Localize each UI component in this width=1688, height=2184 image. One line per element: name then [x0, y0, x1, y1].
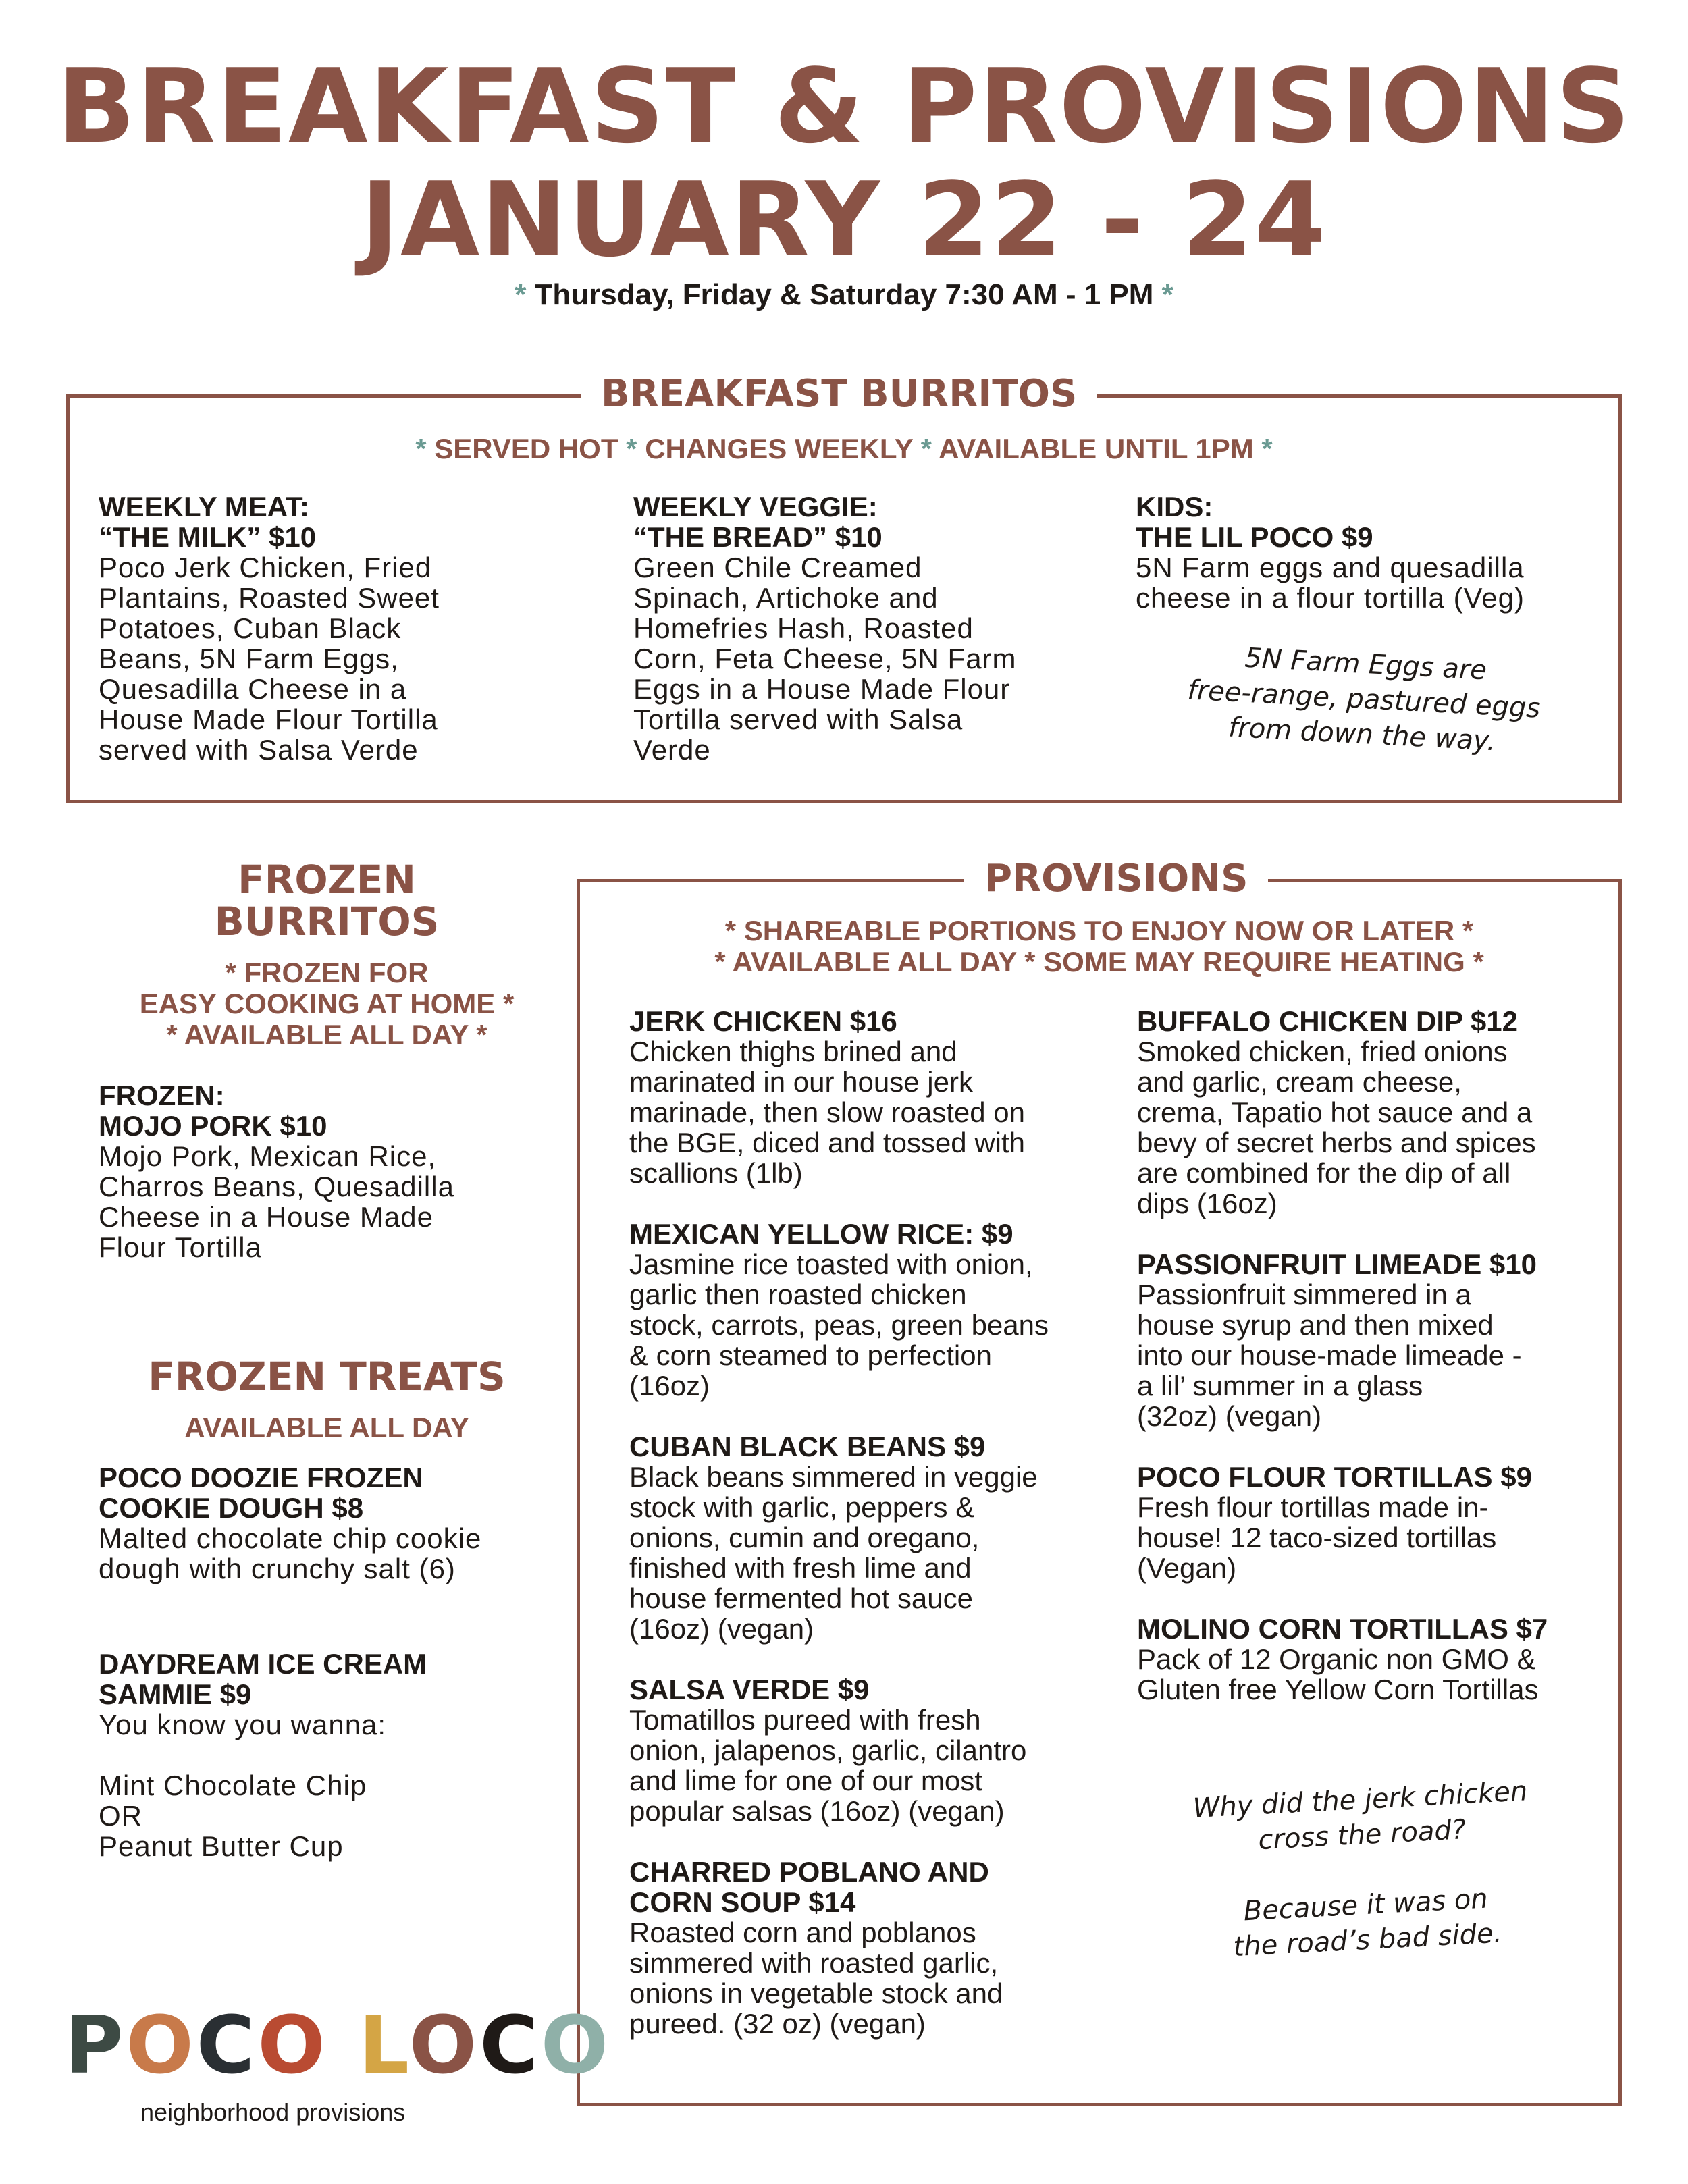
item-desc-line: simmered with roasted garlic, — [629, 1947, 999, 1979]
star-icon: * — [515, 278, 527, 311]
item-desc-line: Black beans simmered in veggie — [629, 1461, 1038, 1493]
text-line: Flour Tortilla — [99, 1231, 262, 1263]
item-desc-line: into our house-made limeade - — [1137, 1339, 1522, 1371]
text-line: 5N Farm eggs and quesadilla — [1136, 552, 1525, 583]
item-heading: WEEKLY MEAT: — [99, 491, 309, 523]
item-heading: CHARRED POBLANO AND — [629, 1856, 989, 1888]
item-desc-line: onions, cumin and oregano, — [629, 1522, 980, 1553]
logo-letter — [328, 1998, 359, 2092]
item-desc-line: (16oz) — [629, 1370, 710, 1402]
text-line: cheese in a flour tortilla (Veg) — [1136, 582, 1525, 614]
item-desc-line: scallions (1lb) — [629, 1157, 803, 1189]
item-desc-line: a lil’ summer in a glass — [1137, 1370, 1423, 1402]
item-desc — [99, 1141, 571, 1262]
menu-item — [629, 1219, 1122, 1401]
text-line: OR — [99, 1800, 142, 1832]
item-desc-line: Fresh flour tortillas made in- — [1137, 1491, 1489, 1523]
item-desc-line: onion, jalapenos, garlic, cilantro — [629, 1734, 1027, 1766]
frozen-treats-subtitle: AVAILABLE ALL DAY — [184, 1412, 469, 1443]
text-line: Eggs in a House Made Flour — [633, 673, 1011, 705]
text-line: Mojo Pork, Mexican Rice, — [99, 1140, 437, 1172]
item-desc-line: (32oz) (vegan) — [1137, 1400, 1322, 1432]
treat-ice-cream-sammie — [99, 1649, 585, 1861]
text-line: COOKIE DOUGH $8 — [99, 1492, 364, 1524]
item-desc-line: are combined for the dip of all — [1137, 1157, 1511, 1189]
hours-text: Thursday, Friday & Saturday 7:30 AM - 1 PM — [534, 278, 1154, 311]
provisions-subtitle: * SHAREABLE PORTIONS TO ENJOY NOW OR LATER * * AVAILABLE ALL DAY * SOME MAY REQUIRE HEATING * — [714, 915, 1484, 978]
provisions-title: PROVISIONS — [964, 860, 1268, 898]
item-desc-line: & corn steamed to perfection — [629, 1339, 992, 1371]
eggs-note — [1145, 635, 1582, 763]
menu-item — [1137, 1006, 1603, 1219]
text-line: BURRITOS — [214, 899, 440, 944]
text-line: FROZEN — [238, 857, 416, 903]
text-line: Quesadilla Cheese in a — [99, 673, 407, 705]
item-desc-line: pureed. (32 oz) (vegan) — [629, 2008, 926, 2040]
item-heading: MOJO PORK $10 — [99, 1110, 327, 1142]
text-line: from down the way. — [1228, 712, 1497, 757]
logo-letter: C — [479, 1998, 541, 2092]
item-desc — [99, 552, 598, 765]
item-desc-line: and lime for one of our most — [629, 1765, 982, 1796]
burrito-meat — [99, 491, 598, 765]
frozen-mojo-pork — [99, 1080, 571, 1262]
text-line: Corn, Feta Cheese, 5N Farm — [633, 643, 1017, 674]
logo-letter: C — [196, 1998, 258, 2092]
logo-letter: L — [358, 1998, 409, 2092]
text-line: Plantains, Roasted Sweet — [99, 582, 440, 614]
logo-letter: P — [65, 1998, 126, 2092]
text-line: Poco Jerk Chicken, Fried — [99, 552, 432, 583]
hours-line — [0, 278, 1688, 312]
item-heading: THE LIL POCO $9 — [1136, 521, 1373, 553]
item-desc-line: stock with garlic, peppers & — [629, 1491, 975, 1523]
logo-letter: O — [540, 1998, 612, 2092]
item-heading: POCO FLOUR TORTILLAS $9 — [1137, 1461, 1532, 1493]
item-desc — [99, 1709, 585, 1861]
item-desc-line: finished with fresh lime and — [629, 1552, 972, 1584]
item-desc-line: Roasted corn and poblanos — [629, 1917, 976, 1948]
menu-item — [1137, 1249, 1603, 1431]
menu-item — [1137, 1462, 1603, 1583]
text-line: Spinach, Artichoke and — [633, 582, 939, 614]
logo-letter: O — [126, 1998, 196, 2092]
item-heading: MEXICAN YELLOW RICE: $9 — [629, 1218, 1013, 1250]
item-heading: SALSA VERDE $9 — [629, 1674, 870, 1705]
text-line: Cheese in a House Made — [99, 1201, 433, 1233]
text-line: Mint Chocolate Chip — [99, 1769, 367, 1801]
poco-loco-logo — [65, 1998, 612, 2092]
item-desc-line: Passionfruit simmered in a — [1137, 1279, 1471, 1310]
page-title-line2: JANUARY 22 - 24 — [361, 160, 1327, 279]
item-heading: WEEKLY VEGGIE: — [633, 491, 878, 523]
item-desc-line: popular salsas (16oz) (vegan) — [629, 1795, 1005, 1827]
item-heading: BUFFALO CHICKEN DIP $12 — [1137, 1005, 1518, 1037]
logo-letter: O — [408, 1998, 480, 2092]
text-line: Tortilla served with Salsa — [633, 703, 964, 735]
item-desc-line: house! 12 taco-sized tortillas — [1137, 1522, 1497, 1553]
text-line: Peanut Butter Cup — [99, 1830, 344, 1862]
item-desc-line: bevy of secret herbs and spices — [1137, 1127, 1536, 1158]
item-desc-line: garlic then roasted chicken — [629, 1279, 967, 1310]
text-line: 5N Farm Eggs are — [1244, 642, 1488, 687]
item-heading: FROZEN: — [99, 1080, 225, 1111]
item-heading: MOLINO CORN TORTILLAS $7 — [1137, 1613, 1548, 1645]
burrito-kids — [1136, 491, 1608, 613]
menu-item — [629, 1857, 1122, 2039]
text-line: free-range, pastured eggs — [1186, 674, 1541, 724]
treat-cookie-dough — [99, 1462, 585, 1584]
provisions-right-column — [1137, 1006, 1603, 1735]
burrito-veggie — [633, 491, 1133, 765]
text-line: Verde — [633, 734, 711, 766]
item-heading — [99, 1649, 585, 1709]
logo-letter: O — [257, 1998, 328, 2092]
text-line: Homefries Hash, Roasted — [633, 612, 974, 644]
text-line — [99, 1740, 585, 1770]
logo-tagline: neighborhood provisions — [140, 2098, 406, 2126]
item-desc-line: onions in vegetable stock and — [629, 1977, 1003, 2009]
item-desc-line: Tomatillos pureed with fresh — [629, 1704, 981, 1736]
item-desc — [1136, 552, 1608, 613]
text-line: Malted chocolate chip cookie — [99, 1522, 482, 1554]
item-desc-line: marinade, then slow roasted on — [629, 1096, 1026, 1128]
item-heading — [99, 1462, 585, 1523]
frozen-burritos-title — [81, 859, 573, 942]
item-desc-line: Jasmine rice toasted with onion, — [629, 1248, 1033, 1280]
page-title-line1: BREAKFAST & PROVISIONS — [57, 47, 1631, 166]
item-desc — [633, 552, 1133, 765]
menu-item — [629, 1431, 1122, 1644]
jerk-chicken-joke — [1144, 1771, 1585, 1969]
frozen-treats-title: FROZEN TREATS — [148, 1354, 506, 1400]
text-line: dough with crunchy salt (6) — [99, 1553, 456, 1584]
item-desc-line: the BGE, diced and tossed with — [629, 1127, 1026, 1158]
item-heading: CORN SOUP $14 — [629, 1886, 856, 1918]
menu-item — [629, 1006, 1122, 1188]
text-line: DAYDREAM ICE CREAM — [99, 1648, 427, 1680]
item-desc-line: Smoked chicken, fried onions — [1137, 1036, 1508, 1067]
menu-item — [629, 1674, 1122, 1826]
item-desc-line: marinated in our house jerk — [629, 1066, 973, 1098]
item-heading: KIDS: — [1136, 491, 1213, 523]
item-heading: CUBAN BLACK BEANS $9 — [629, 1431, 986, 1462]
item-desc-line: dips (16oz) — [1137, 1188, 1277, 1219]
star-icon: * — [1161, 278, 1173, 311]
text-line: House Made Flour Tortilla — [99, 703, 438, 735]
text-line: served with Salsa Verde — [99, 734, 419, 766]
item-desc-line: crema, Tapatio hot sauce and a — [1137, 1096, 1533, 1128]
frozen-burritos-subtitle: * FROZEN FOR EASY COOKING AT HOME * * AVAILABLE ALL DAY * — [139, 957, 515, 1050]
text-line: Charros Beans, Quesadilla — [99, 1171, 454, 1202]
item-desc-line: house syrup and then mixed — [1137, 1309, 1494, 1341]
breakfast-burritos-subtitle: * SERVED HOT * CHANGES WEEKLY * AVAILABLE UNTIL 1PM * — [415, 433, 1273, 464]
text-line: the road’s bad side. — [1232, 1917, 1503, 1963]
item-desc-line: stock, carrots, peas, green beans — [629, 1309, 1049, 1341]
provisions-left-column — [629, 1006, 1122, 2069]
breakfast-burritos-title: BREAKFAST BURRITOS — [581, 375, 1097, 413]
item-desc-line: Gluten free Yellow Corn Tortillas — [1137, 1674, 1539, 1705]
text-line: Beans, 5N Farm Eggs, — [99, 643, 399, 674]
item-desc-line: and garlic, cream cheese, — [1137, 1066, 1462, 1098]
item-desc-line: Pack of 12 Organic non GMO & — [1137, 1643, 1536, 1675]
text-line: Green Chile Creamed — [633, 552, 922, 583]
text-line: POCO DOOZIE FROZEN — [99, 1462, 423, 1493]
item-heading: “THE BREAD” $10 — [633, 521, 882, 553]
item-desc-line: house fermented hot sauce — [629, 1582, 974, 1614]
text-line: cross the road? — [1257, 1814, 1467, 1857]
item-heading: JERK CHICKEN $16 — [629, 1005, 897, 1037]
item-desc — [99, 1523, 585, 1584]
text-line: You know you wanna: — [99, 1709, 387, 1740]
item-desc-line: Chicken thighs brined and — [629, 1036, 957, 1067]
menu-item — [1137, 1614, 1603, 1705]
text-line: Potatoes, Cuban Black — [99, 612, 402, 644]
item-heading: PASSIONFRUIT LIMEADE $10 — [1137, 1248, 1537, 1280]
text-line: SAMMIE $9 — [99, 1678, 252, 1710]
item-desc-line: (16oz) (vegan) — [629, 1613, 814, 1645]
item-heading: “THE MILK” $10 — [99, 521, 317, 553]
text-line: Because it was on — [1242, 1883, 1489, 1927]
text-line: Why did the jerk chicken — [1192, 1776, 1529, 1825]
item-desc-line: (Vegan) — [1137, 1552, 1237, 1584]
